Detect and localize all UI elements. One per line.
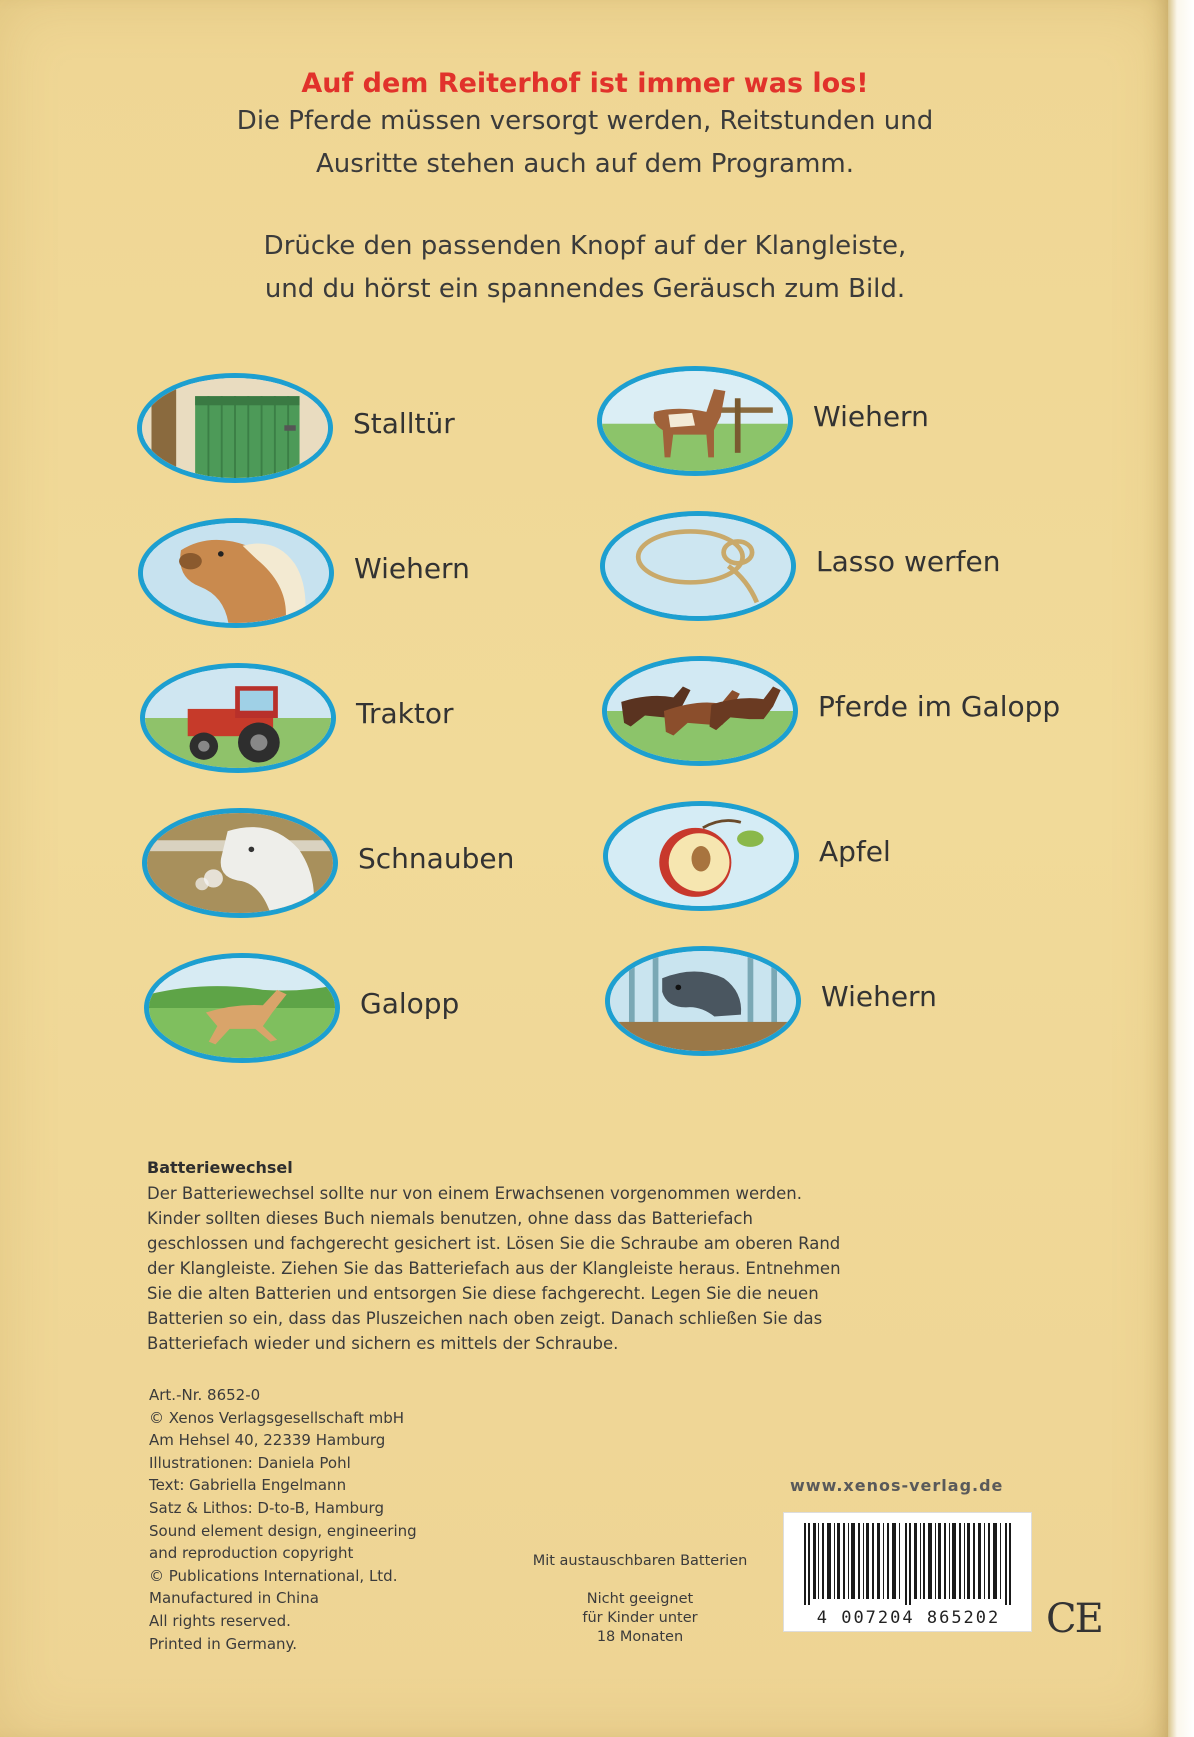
- sound-item-schnauben: [142, 808, 662, 918]
- sound-label: Wiehern: [821, 980, 937, 1013]
- horse-in-stall-illustration: [605, 946, 801, 1056]
- age-warning-line: für Kinder unter: [582, 1610, 698, 1626]
- barcode-bars: [804, 1523, 1013, 1605]
- sound-item-galopp: [144, 953, 664, 1063]
- foal-galloping-illustration: [144, 953, 340, 1063]
- imprint-line: Am Hehsel 40, 22339 Hamburg: [149, 1431, 386, 1450]
- replaceable-batteries-notice: Mit austauschbaren Batterien: [532, 1553, 748, 1569]
- sound-label: Schnauben: [358, 842, 515, 875]
- imprint-line: Satz & Lithos: D-to-B, Hamburg: [149, 1498, 384, 1517]
- barcode: [783, 1512, 1032, 1632]
- imprint-line: © Xenos Verlagsgesellschaft mbH: [149, 1408, 405, 1427]
- white-horse-snorting-illustration: [142, 808, 338, 918]
- sound-item-apfel: [603, 801, 1123, 911]
- foal-at-fence-illustration: [597, 366, 793, 476]
- imprint-line: Text: Gabriella Engelmann: [149, 1476, 347, 1495]
- sound-label: Wiehern: [354, 552, 470, 585]
- intro-paragraph-2: [160, 225, 1010, 311]
- imprint-line: All rights reserved.: [149, 1611, 291, 1630]
- sound-item-stalltuer: [137, 373, 657, 483]
- barcode-number: 4 007204 865202: [816, 1608, 1001, 1628]
- red-tractor-illustration: [140, 663, 336, 773]
- sound-label: Apfel: [819, 835, 891, 868]
- sound-item-wiehern-3: [605, 946, 1125, 1056]
- stable-door-illustration: [137, 373, 333, 483]
- sound-item-wiehern-2: [597, 366, 1117, 476]
- imprint-line: Illustrationen: Daniela Pohl: [149, 1453, 351, 1472]
- headline: Auf dem Reiterhof ist immer was los!: [301, 68, 869, 99]
- age-warning-line: 18 Monaten: [596, 1629, 684, 1645]
- battery-line: Sie die alten Batterien und entsorgen Sie diese fachgerecht. Legen Sie die neuen: [147, 1284, 819, 1303]
- ce-mark: CE: [1046, 1596, 1102, 1642]
- sound-label: Lasso werfen: [816, 545, 1001, 578]
- imprint-line: Manufactured in China: [149, 1589, 319, 1608]
- battery-line: der Klangleiste. Ziehen Sie das Batteriefach aus der Klangleiste heraus. Entnehmen: [147, 1259, 841, 1278]
- lasso-rope-illustration: [600, 511, 796, 621]
- imprint-line: Art.-Nr. 8652-0: [149, 1386, 261, 1404]
- sound-item-wiehern-1: [138, 518, 658, 628]
- battery-line: geschlossen und fachgerecht gesichert ist. Lösen Sie die Schraube am oberen Rand: [147, 1234, 841, 1253]
- age-warning: [560, 1590, 720, 1647]
- imprint-line: Sound element design, engineering: [149, 1521, 417, 1540]
- three-horses-galloping-illustration: [602, 656, 798, 766]
- intro-line: und du hörst ein spannendes Geräusch zum Bild.: [264, 274, 906, 304]
- intro-line: Ausritte stehen auch auf dem Programm.: [316, 149, 854, 179]
- imprint-line: and reproduction copyright: [149, 1544, 354, 1563]
- battery-line: Kinder sollten dieses Buch niemals benutzen, ohne dass das Batteriefach: [147, 1209, 753, 1228]
- sound-label: Wiehern: [813, 400, 929, 433]
- battery-line: Der Batteriewechsel sollte nur von einem Erwachsenen vorgenommen werden.: [147, 1184, 802, 1203]
- battery-line: Batterien so ein, dass das Pluszeichen nach oben zeigt. Danach schließen Sie das: [147, 1309, 823, 1328]
- sound-label: Traktor: [356, 697, 454, 730]
- sound-label: Pferde im Galopp: [818, 690, 1061, 723]
- battery-instructions: [147, 1181, 907, 1356]
- battery-line: Batteriefach wieder und sichern es mittels der Schraube.: [147, 1334, 619, 1353]
- apple-half-illustration: [603, 801, 799, 911]
- sound-item-traktor: [140, 663, 660, 773]
- imprint-line: © Publications International, Ltd.: [149, 1566, 398, 1585]
- sound-item-pferde-im-galopp: [602, 656, 1122, 766]
- sound-label: Galopp: [360, 987, 460, 1020]
- sound-label: Stalltür: [353, 407, 455, 440]
- imprint-line: Printed in Germany.: [149, 1634, 298, 1653]
- publisher-website: www.xenos-verlag.de: [790, 1476, 1004, 1495]
- page-edge: [1168, 0, 1194, 1737]
- intro-paragraph-1: [160, 100, 1010, 186]
- horse-head-neighing-illustration: [138, 518, 334, 628]
- imprint-block: [149, 1384, 479, 1655]
- intro-line: Die Pferde müssen versorgt werden, Reitstunden und: [236, 106, 934, 136]
- age-warning-line: Nicht geeignet: [586, 1591, 694, 1607]
- battery-section-title: Batteriewechsel: [147, 1158, 293, 1177]
- intro-line: Drücke den passenden Knopf auf der Klangleiste,: [263, 231, 907, 261]
- sound-item-lasso-werfen: [600, 511, 1120, 621]
